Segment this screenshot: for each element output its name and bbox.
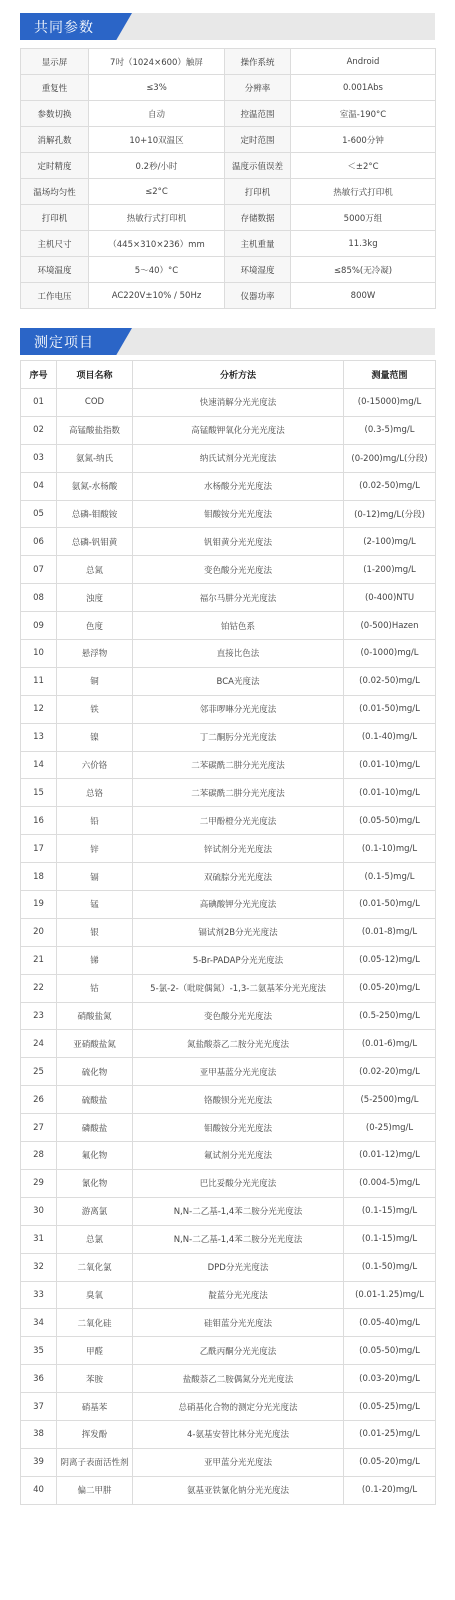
spec-label: 温度示值误差 [225,153,291,179]
spec-table-body [21,49,436,309]
row-index: 18 [21,863,57,891]
analysis-method: 4-氨基安替比林分光光度法 [133,1420,344,1448]
row-index: 36 [21,1365,57,1393]
table-row [21,779,436,807]
item-name: 磷酸盐 [57,1114,133,1142]
spec-label: 打印机 [225,179,291,205]
spec-value: 800W [291,283,436,309]
item-name: 镍 [57,723,133,751]
measure-range: (0.5-250)mg/L [344,1002,436,1030]
table-row [21,528,436,556]
measure-range: (0.05-12)mg/L [344,946,436,974]
measure-range: (0.01-50)mg/L [344,695,436,723]
measure-range: (0.1-20)mg/L [344,1476,436,1504]
item-name: 氰化物 [57,1169,133,1197]
row-index: 14 [21,751,57,779]
item-name: 二氧化硅 [57,1309,133,1337]
measure-range: (0.02-50)mg/L [344,472,436,500]
table-row [21,500,436,528]
spec-value: 10+10双温区 [89,127,225,153]
item-name: 氟化物 [57,1142,133,1170]
spec-row [21,49,436,75]
item-name: 银 [57,918,133,946]
table-row [21,1142,436,1170]
analysis-method: 5-氯-2-（吡啶偶氮）-1,3-二氨基苯分光光度法 [133,974,344,1002]
item-name: 总氮 [57,556,133,584]
spec-label: 定时范围 [225,127,291,153]
table-row [21,1253,436,1281]
spec-value: 7吋（1024×600）触屏 [89,49,225,75]
table-row [21,1337,436,1365]
row-index: 12 [21,695,57,723]
analysis-method: 丁二酮肟分光光度法 [133,723,344,751]
spec-label: 环境温度 [21,257,89,283]
item-name: 氨氮-纳氏 [57,444,133,472]
analysis-method: 硅钼蓝分光光度法 [133,1309,344,1337]
table-row [21,974,436,1002]
spec-label: 分辨率 [225,75,291,101]
table-row [21,1309,436,1337]
analysis-method: 靛蓝分光光度法 [133,1281,344,1309]
measure-range: (0.01-8)mg/L [344,918,436,946]
spec-label: 操作系统 [225,49,291,75]
measure-range: (0.03-20)mg/L [344,1365,436,1393]
item-name: 镉 [57,863,133,891]
item-name: 总磷-钒钼黄 [57,528,133,556]
measure-range: (0-15000)mg/L [344,389,436,417]
table-row [21,584,436,612]
spec-label: 参数切换 [21,101,89,127]
item-name: 铜 [57,667,133,695]
spec-label: 工作电压 [21,283,89,309]
table-row [21,695,436,723]
item-name: 亚硝酸盐氮 [57,1030,133,1058]
row-index: 06 [21,528,57,556]
row-index: 16 [21,807,57,835]
measure-range: (0.02-50)mg/L [344,667,436,695]
analysis-method: 氮盐酸萘乙二胺分光光度法 [133,1030,344,1058]
row-index: 04 [21,472,57,500]
item-name: 悬浮物 [57,640,133,668]
measure-range: (0.01-10)mg/L [344,751,436,779]
analysis-method: 铬酸钡分光光度法 [133,1086,344,1114]
row-index: 03 [21,444,57,472]
item-name: 锑 [57,946,133,974]
analysis-method: 锌试剂分光光度法 [133,835,344,863]
analysis-method: 水杨酸分光光度法 [133,472,344,500]
measure-range: (0.01-10)mg/L [344,779,436,807]
item-name: 二氧化氯 [57,1253,133,1281]
row-index: 07 [21,556,57,584]
row-index: 37 [21,1393,57,1421]
spec-value: 室温-190°C [291,101,436,127]
measure-range: (0.05-20)mg/L [344,1448,436,1476]
spec-value: 热敏行式打印机 [89,205,225,231]
analysis-method: 氟试剂分光光度法 [133,1142,344,1170]
item-name: 氨氮-水杨酸 [57,472,133,500]
item-name: 锰 [57,891,133,919]
spec-value: 5000万组 [291,205,436,231]
header-method: 分析方法 [133,361,344,389]
spec-label: 显示屏 [21,49,89,75]
item-name: 甲醛 [57,1337,133,1365]
measure-range: (5-2500)mg/L [344,1086,436,1114]
row-index: 22 [21,974,57,1002]
item-name: 铁 [57,695,133,723]
item-name: 钴 [57,974,133,1002]
header-item-name: 项目名称 [57,361,133,389]
spec-label: 仪器功率 [225,283,291,309]
spec-value: 1-600分钟 [291,127,436,153]
table-row [21,556,436,584]
spec-label: 重复性 [21,75,89,101]
item-name: 硫酸盐 [57,1086,133,1114]
measure-range: (0.004-5)mg/L [344,1169,436,1197]
analysis-method: 总硝基化合物的测定分光光度法 [133,1393,344,1421]
item-name: 臭氧 [57,1281,133,1309]
spec-row [21,179,436,205]
test-table-body [21,389,436,1505]
spec-label: 环境湿度 [225,257,291,283]
row-index: 13 [21,723,57,751]
analysis-method: 高碘酸钾分光光度法 [133,891,344,919]
spec-row [21,283,436,309]
table-row [21,1476,436,1504]
spec-label: 控温范围 [225,101,291,127]
spec-label: 打印机 [21,205,89,231]
table-row [21,863,436,891]
measure-range: (0.1-15)mg/L [344,1225,436,1253]
spec-label: 消解孔数 [21,127,89,153]
table-row [21,1281,436,1309]
test-section-title: 测定项目 [34,335,94,351]
analysis-method: 镉试剂2B分光光度法 [133,918,344,946]
measure-range: (1-200)mg/L [344,556,436,584]
measure-range: (0.05-40)mg/L [344,1309,436,1337]
row-index: 15 [21,779,57,807]
table-row [21,918,436,946]
row-index: 33 [21,1281,57,1309]
table-row [21,389,436,417]
table-row [21,1002,436,1030]
analysis-method: 邻菲啰啉分光光度法 [133,695,344,723]
table-row [21,946,436,974]
spec-value: 0.001Abs [291,75,436,101]
table-row [21,640,436,668]
row-index: 11 [21,667,57,695]
analysis-method: N,N-二乙基-1,4苯二胺分光光度法 [133,1225,344,1253]
spec-row [21,205,436,231]
row-index: 09 [21,612,57,640]
item-name: 铅 [57,807,133,835]
item-name: 六价铬 [57,751,133,779]
analysis-method: 乙酰丙酮分光光度法 [133,1337,344,1365]
header-index: 序号 [21,361,57,389]
row-index: 21 [21,946,57,974]
table-row [21,1225,436,1253]
analysis-method: 快速消解分光光度法 [133,389,344,417]
row-index: 39 [21,1448,57,1476]
spec-value: Android [291,49,436,75]
row-index: 05 [21,500,57,528]
analysis-method: N,N-二乙基-1,4苯二胺分光光度法 [133,1197,344,1225]
measure-range: (0.1-10)mg/L [344,835,436,863]
row-index: 28 [21,1142,57,1170]
table-row [21,723,436,751]
measure-range: (0.01-50)mg/L [344,891,436,919]
spec-value: 自动 [89,101,225,127]
row-index: 08 [21,584,57,612]
spec-value: ＜±2°C [291,153,436,179]
analysis-method: 双硫腙分光光度法 [133,863,344,891]
measure-range: (0.05-50)mg/L [344,807,436,835]
row-index: 26 [21,1086,57,1114]
measure-range: (0.01-1.25)mg/L [344,1281,436,1309]
test-table [20,360,436,1505]
spec-table [20,48,436,309]
item-name: 浊度 [57,584,133,612]
measure-range: (0-500)Hazen [344,612,436,640]
table-row [21,1365,436,1393]
table-row [21,667,436,695]
item-name: 苯胺 [57,1365,133,1393]
analysis-method: 福尔马肼分光光度法 [133,584,344,612]
table-row [21,1169,436,1197]
spec-value: ≤85%(无冷凝) [291,257,436,283]
spec-row [21,231,436,257]
row-index: 20 [21,918,57,946]
row-index: 27 [21,1114,57,1142]
analysis-method: 亚甲基蓝分光光度法 [133,1058,344,1086]
measure-range: (0.01-25)mg/L [344,1420,436,1448]
analysis-method: 纳氏试剂分光光度法 [133,444,344,472]
measure-range: (0.05-50)mg/L [344,1337,436,1365]
measure-range: (0-200)mg/L(分段) [344,444,436,472]
row-index: 32 [21,1253,57,1281]
item-name: 硝基苯 [57,1393,133,1421]
analysis-method: 氨基亚铁氰化钠分光光度法 [133,1476,344,1504]
item-name: 锌 [57,835,133,863]
row-index: 35 [21,1337,57,1365]
item-name: 挥发酚 [57,1420,133,1448]
analysis-method: 5-Br-PADAP分光光度法 [133,946,344,974]
spec-value: 5～40）°C [89,257,225,283]
row-index: 24 [21,1030,57,1058]
table-row [21,472,436,500]
item-name: 阴离子表面活性剂 [57,1448,133,1476]
spec-value: ≤2°C [89,179,225,205]
analysis-method: 亚甲蓝分光光度法 [133,1448,344,1476]
measure-range: (0.01-12)mg/L [344,1142,436,1170]
spec-value: （445×310×236）mm [89,231,225,257]
spec-value: 0.2秒/小时 [89,153,225,179]
measure-range: (0-25)mg/L [344,1114,436,1142]
measure-range: (2-100)mg/L [344,528,436,556]
spec-value: AC220V±10% / 50Hz [89,283,225,309]
spec-row [21,257,436,283]
item-name: 硫化物 [57,1058,133,1086]
spec-label: 主机尺寸 [21,231,89,257]
analysis-method: 钼酸铵分光光度法 [133,500,344,528]
table-row [21,751,436,779]
row-index: 19 [21,891,57,919]
measure-range: (0.02-20)mg/L [344,1058,436,1086]
measure-range: (0.01-6)mg/L [344,1030,436,1058]
table-row [21,1448,436,1476]
measure-range: (0.05-25)mg/L [344,1393,436,1421]
measure-range: (0-1000)mg/L [344,640,436,668]
analysis-method: 变色酸分光光度法 [133,1002,344,1030]
measure-range: (0.3-5)mg/L [344,416,436,444]
analysis-method: 二苯碳酰二肼分光光度法 [133,779,344,807]
test-header-bar [20,328,435,355]
table-row [21,1030,436,1058]
analysis-method: 钒钼黄分光光度法 [133,528,344,556]
item-name: 总铬 [57,779,133,807]
spec-section-title: 共同参数 [34,20,94,36]
item-name: 总氯 [57,1225,133,1253]
spec-header-bar [20,13,435,40]
table-row [21,891,436,919]
analysis-method: 直接比色法 [133,640,344,668]
measure-range: (0.1-15)mg/L [344,1197,436,1225]
row-index: 25 [21,1058,57,1086]
spec-label: 定时精度 [21,153,89,179]
spec-value: 热敏行式打印机 [291,179,436,205]
item-name: COD [57,389,133,417]
table-row [21,444,436,472]
spec-value: ≤3% [89,75,225,101]
analysis-method: 巴比妥酸分光光度法 [133,1169,344,1197]
spec-row [21,127,436,153]
analysis-method: BCA光度法 [133,667,344,695]
row-index: 01 [21,389,57,417]
spec-row [21,101,436,127]
row-index: 38 [21,1420,57,1448]
spec-row [21,153,436,179]
table-row [21,416,436,444]
row-index: 29 [21,1169,57,1197]
row-index: 23 [21,1002,57,1030]
spec-label: 主机重量 [225,231,291,257]
row-index: 02 [21,416,57,444]
table-row [21,612,436,640]
row-index: 17 [21,835,57,863]
item-name: 总磷-钼酸铵 [57,500,133,528]
table-row [21,1058,436,1086]
test-table-header-row [21,361,436,389]
test-section-header [0,328,455,355]
spec-row [21,75,436,101]
measure-range: (0-400)NTU [344,584,436,612]
row-index: 30 [21,1197,57,1225]
measure-range: (0.1-50)mg/L [344,1253,436,1281]
spec-label: 温场均匀性 [21,179,89,205]
table-row [21,807,436,835]
table-row [21,835,436,863]
table-row [21,1114,436,1142]
item-name: 色度 [57,612,133,640]
analysis-method: 盐酸萘乙二胺偶氮分光光度法 [133,1365,344,1393]
spec-label: 存储数据 [225,205,291,231]
measure-range: (0-12)mg/L(分段) [344,500,436,528]
row-index: 10 [21,640,57,668]
analysis-method: 高锰酸钾氧化分光光度法 [133,416,344,444]
row-index: 40 [21,1476,57,1504]
row-index: 34 [21,1309,57,1337]
table-row [21,1197,436,1225]
row-index: 31 [21,1225,57,1253]
analysis-method: 二苯碳酰二肼分光光度法 [133,751,344,779]
measure-range: (0.05-20)mg/L [344,974,436,1002]
table-row [21,1393,436,1421]
table-row [21,1086,436,1114]
analysis-method: 二甲酚橙分光光度法 [133,807,344,835]
table-row [21,1420,436,1448]
analysis-method: 铂钴色系 [133,612,344,640]
spec-section-header [0,13,455,40]
item-name: 游离氯 [57,1197,133,1225]
analysis-method: DPD分光光度法 [133,1253,344,1281]
analysis-method: 变色酸分光光度法 [133,556,344,584]
header-range: 测量范围 [344,361,436,389]
measure-range: (0.1-5)mg/L [344,863,436,891]
analysis-method: 钼酸铵分光光度法 [133,1114,344,1142]
item-name: 硝酸盐氮 [57,1002,133,1030]
spec-value: 11.3kg [291,231,436,257]
measure-range: (0.1-40)mg/L [344,723,436,751]
item-name: 高锰酸盐指数 [57,416,133,444]
item-name: 偏二甲肼 [57,1476,133,1504]
